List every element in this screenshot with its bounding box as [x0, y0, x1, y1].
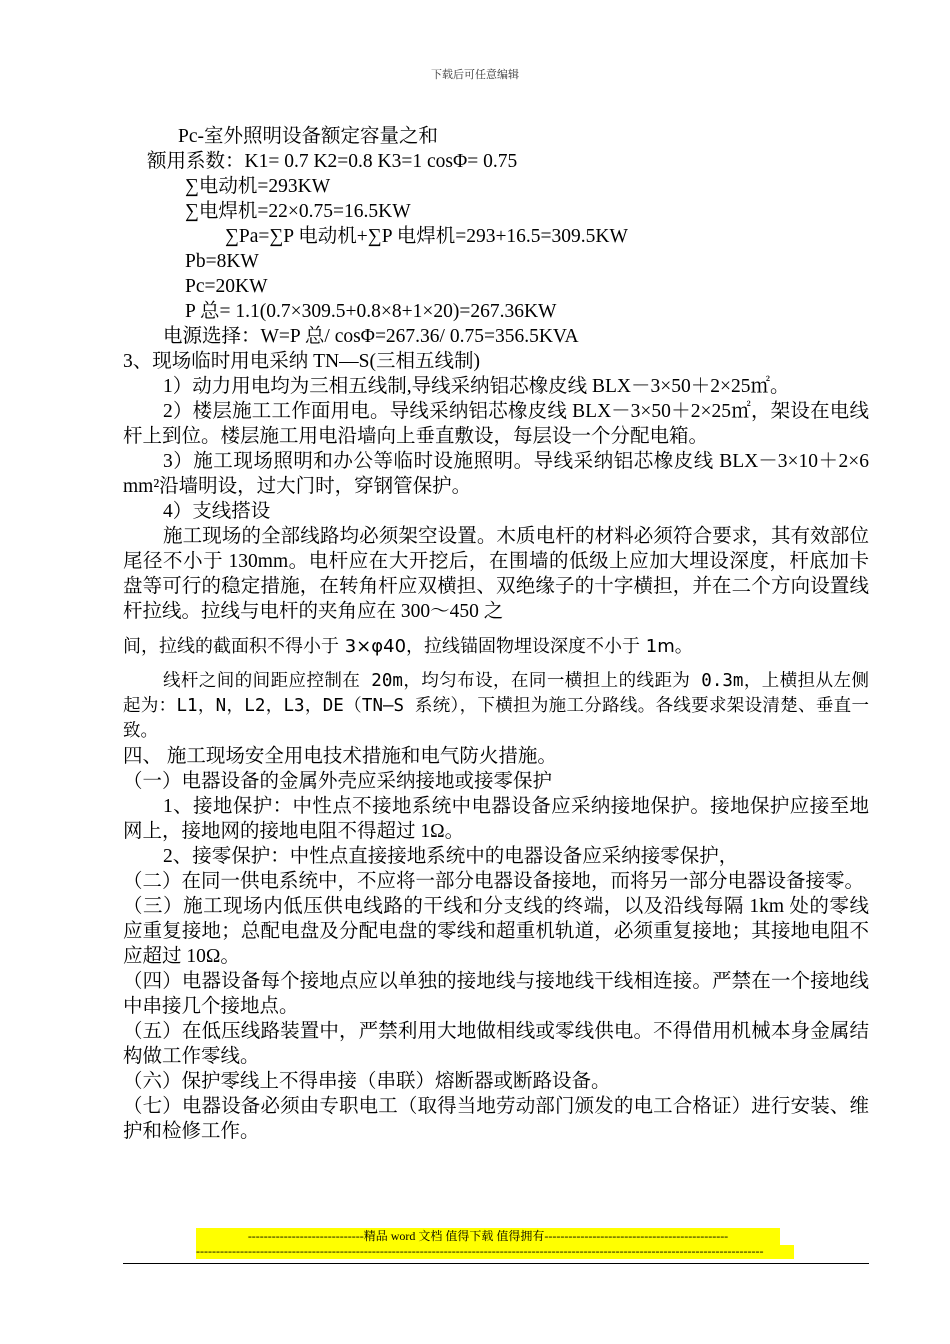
paragraph: （七）电器设备必须由专职电工（取得当地劳动部门颁发的电工合格证）进行安装、维护和检修工作。 — [123, 1096, 869, 1142]
paragraph: 施工现场的全部线路均必须架空设置。木质电杆的材料必须符合要求，其有效部位尾径不小于 130mm。电杆应在大开挖后，在围墙的低级上应加大埋设深度，杆底加卡盘等可行的稳定措施，在转角杆应双横担、双绝缘子的十字横担，并在二个方向设置线杆拉线。拉线与电杆的夹角应在 300～450 之 — [123, 526, 869, 622]
section-heading: 四、 施工现场安全用电技术措施和电气防火措施。 — [123, 746, 557, 767]
paragraph: （五）在低压线路装置中，严禁利用大地做相线或零线供电。不得借用机械本身金属结构做工作零线。 — [123, 1021, 869, 1067]
paragraph: 2、接零保护：中性点直接接地系统中的电器设备应采纳接零保护， — [163, 846, 739, 867]
paragraph: 线杆之间的间距应控制在 20m，均匀布设，在同一横担上的线距为 0.3m，上横担从左侧起为：L1，N，L2，L3，DE（TN—S 系统），下横担为施工分路线。各线要求架设清楚、垂直一致。 — [123, 671, 869, 741]
calc-line: Pc-室外照明设备额定容量之和 — [178, 126, 438, 147]
paragraph: （四）电器设备每个接地点应以单独的接地线与接地线干线相连接。严禁在一个接地线中串接几个接地点。 — [123, 971, 869, 1017]
section-heading: 3、现场临时用电采纳 TN—S(三相五线制) — [123, 351, 480, 372]
calc-line: ∑电动机=293KW — [185, 176, 331, 197]
calc-line: 额用系数：K1= 0.7 K2=0.8 K3=1 cosΦ= 0.75 — [147, 151, 518, 172]
calc-line: P 总= 1.1(0.7×309.5+0.8×8+1×20)=267.36KW — [185, 301, 557, 322]
paragraph: 3）施工现场照明和办公等临时设施照明。导线采纳铝芯橡皮线 BLX－3×10＋2×6 mm²沿墙明设，过大门时，穿钢管保护。 — [123, 451, 869, 497]
paragraph: 间，拉线的截面积不得小于 3×φ40，拉线锚固物埋设深度不小于 1m。 — [123, 636, 693, 657]
paragraph: 4）支线搭设 — [163, 501, 271, 522]
paragraph: （二）在同一供电系统中，不应将一部分电器设备接地，而将另一部分电器设备接零。 — [123, 871, 865, 892]
footer-banner: -----------------------------精品 word 文档 值得下载 值得拥有---------------------------------------------- — [196, 1228, 780, 1245]
calc-line: Pc=20KW — [185, 276, 268, 297]
subsection-heading: （一）电器设备的金属外壳应采纳接地或接零保护 — [123, 771, 553, 792]
paragraph: 1、接地保护：中性点不接地系统中电器设备应采纳接地保护。接地保护应接至地网上，接地网的接地电阻不得超过 1Ω。 — [123, 796, 869, 842]
calculation-block — [123, 124, 869, 374]
calc-line: ∑电焊机=22×0.75=16.5KW — [185, 201, 411, 222]
calc-line: Pb=8KW — [185, 251, 259, 272]
calc-line: ∑Pa=∑P 电动机+∑P 电焊机=293+16.5=309.5KW — [225, 226, 628, 247]
footer-divider — [123, 1263, 869, 1264]
paragraph: （六）保护零线上不得串接（串联）熔断器或断路设备。 — [123, 1071, 611, 1092]
paragraph: 2）楼层施工工作面用电。导线采纳铝芯橡皮线 BLX－3×50＋2×25㎡，架设在电线杆上到位。楼层施工用电沿墙向上垂直敷设，每层设一个分配电箱。 — [123, 401, 869, 447]
calc-line: 电源选择：W=P 总/ cosΦ=267.36/ 0.75=356.5KVA — [163, 326, 579, 347]
paragraph: （三）施工现场内低压供电线路的干线和分支线的终端，以及沿线每隔 1km 处的零线应重复接地；总配电盘及分配电盘的零线和超重机轨道，必须重复接地；其接地电阻不应超过 10Ω。 — [123, 896, 869, 967]
page-header: 下载后可任意编辑 — [431, 69, 519, 81]
document-body — [123, 124, 869, 1144]
footer-dashes: ---------------------------------------------------------------------------------------------------------------------------------------------- — [196, 1245, 794, 1259]
paragraph: 1）动力用电均为三相五线制,导线采纳铝芯橡皮线 BLX－3×50＋2×25㎡。 — [163, 376, 790, 397]
